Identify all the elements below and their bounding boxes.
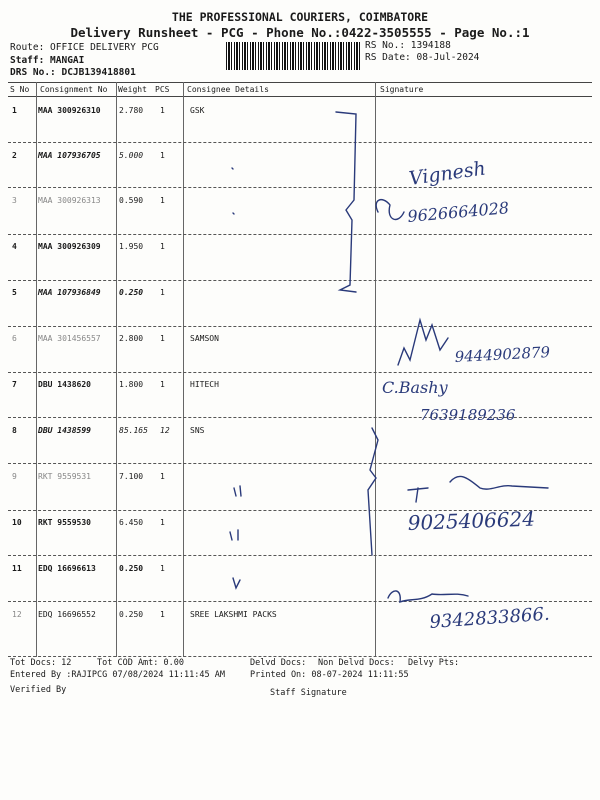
row-consignment: DBU 1438620	[38, 380, 91, 389]
row-divider	[8, 234, 592, 235]
row-consignment: MAA 301456557	[38, 334, 101, 343]
bracket-mark	[336, 112, 356, 292]
row-weight: 1.950	[119, 242, 144, 251]
row-weight: 0.590	[119, 196, 144, 205]
handwritten-phone: 9626664028	[406, 198, 510, 226]
total-cod-amount: Tot COD Amt: 0.00	[97, 658, 184, 668]
printed-on: Printed On: 08-07-2024 11:11:55	[250, 670, 409, 680]
row-consignment: DBU 1438599	[38, 426, 91, 435]
row-weight: 2.800	[119, 334, 144, 343]
column-divider	[116, 82, 117, 657]
drs-number: DRS No.: DCJB139418801	[10, 67, 136, 78]
row-divider	[8, 510, 592, 511]
row-weight: 0.250	[119, 288, 144, 297]
handwritten-phone: 9444902879	[454, 343, 551, 366]
row-sno: 10	[12, 518, 22, 527]
col-header-signature: Signature	[380, 85, 424, 94]
column-divider	[183, 82, 184, 657]
rs-date: RS Date: 08-Jul-2024	[365, 52, 480, 63]
signature-scribble	[376, 200, 404, 220]
delivery-points: Delvy Pts:	[408, 658, 460, 668]
row-consignee: GSK	[190, 106, 205, 115]
col-header-consignment: Consignment No	[40, 85, 108, 94]
row-pcs: 1	[160, 472, 165, 481]
row-sno: 3	[12, 196, 17, 205]
non-delivered-docs: Non Delvd Docs:	[318, 658, 395, 668]
handwritten-phone: 9025406624	[407, 506, 536, 535]
col-header-pcs: PCS	[155, 85, 170, 94]
total-docs: Tot Docs: 12	[10, 658, 72, 668]
entered-by: Entered By :RAJIPCG 07/08/2024 11:11:45 AM	[10, 670, 225, 680]
row-divider	[8, 601, 592, 602]
row-sno: 2	[12, 151, 17, 160]
verified-by: Verified By	[10, 685, 67, 695]
row-sno: 8	[12, 426, 17, 435]
row-divider	[8, 187, 592, 188]
row-sno: 6	[12, 334, 17, 343]
tick-mark	[230, 530, 238, 540]
row-weight: 6.450	[119, 518, 144, 527]
row-sno: 12	[12, 610, 22, 619]
row-consignee: SAMSON	[190, 334, 219, 343]
row-consignment: EDQ 16696552	[38, 610, 96, 619]
table-bottom-border	[8, 656, 592, 657]
dot-mark	[232, 168, 234, 214]
row-consignee: HITECH	[190, 380, 219, 389]
row-sno: 7	[12, 380, 17, 389]
row-consignment: MAA 300926310	[38, 106, 101, 115]
rs-number: RS No.: 1394188	[365, 40, 451, 51]
row-divider	[8, 326, 592, 327]
table-header-border	[8, 96, 592, 97]
row-weight: 2.780	[119, 106, 144, 115]
row-consignment: EDQ 16696613	[38, 564, 96, 573]
row-weight: 0.250	[119, 610, 144, 619]
row-weight: 85.165	[119, 426, 148, 435]
row-sno: 1	[12, 106, 17, 115]
row-pcs: 1	[160, 518, 165, 527]
column-divider	[375, 82, 376, 657]
row-consignee: SREE LAKSHMI PACKS	[190, 610, 277, 619]
row-divider	[8, 417, 592, 418]
handwritten-name: C.Bashy	[382, 378, 448, 397]
row-divider	[8, 142, 592, 143]
row-pcs: 1	[160, 334, 165, 343]
row-pcs: 1	[160, 151, 165, 160]
row-pcs: 1	[160, 564, 165, 573]
runsheet-title: Delivery Runsheet - PCG - Phone No.:0422-3505555 - Page No.:1	[70, 25, 530, 40]
row-consignment: MAA 300926313	[38, 196, 101, 205]
handwritten-phone: 9342833866.	[428, 603, 551, 633]
tick-mark	[234, 486, 241, 496]
row-pcs: 1	[160, 196, 165, 205]
row-consignment: RKT 9559531	[38, 472, 91, 481]
row-divider	[8, 280, 592, 281]
row-pcs: 12	[160, 426, 170, 435]
row-sno: 4	[12, 242, 17, 251]
handwritten-name: Vignesh	[407, 157, 488, 190]
col-header-consignee: Consignee Details	[187, 85, 269, 94]
route-label: Route: OFFICE DELIVERY PCG	[10, 42, 159, 53]
row-consignment: RKT 9559530	[38, 518, 91, 527]
signature-scribble	[450, 476, 548, 489]
table-top-border	[8, 82, 592, 83]
tick-mark	[233, 578, 240, 588]
delivered-docs: Delvd Docs:	[250, 658, 307, 668]
row-divider	[8, 463, 592, 464]
row-consignment: MAA 107936705	[38, 151, 101, 160]
row-weight: 1.800	[119, 380, 144, 389]
col-header-weight: Weight	[118, 85, 147, 94]
row-consignment: MAA 300926309	[38, 242, 101, 251]
bracket-mark	[368, 428, 378, 555]
row-consignee: SNS	[190, 426, 205, 435]
row-pcs: 1	[160, 288, 165, 297]
handwritten-phone: 7639189236	[420, 406, 516, 424]
signature-scribble	[408, 488, 428, 502]
col-header-sno: S No	[10, 85, 30, 94]
row-consignment: MAA 107936849	[38, 288, 101, 297]
staff-label: Staff: MANGAI	[10, 55, 85, 66]
row-sno: 5	[12, 288, 17, 297]
row-weight: 0.250	[119, 564, 144, 573]
row-divider	[8, 372, 592, 373]
row-pcs: 1	[160, 242, 165, 251]
row-divider	[8, 555, 592, 556]
row-sno: 11	[12, 564, 22, 573]
company-title: THE PROFESSIONAL COURIERS, COIMBATORE	[171, 10, 429, 24]
barcode	[226, 42, 360, 70]
row-pcs: 1	[160, 380, 165, 389]
row-sno: 9	[12, 472, 17, 481]
row-weight: 5.000	[119, 151, 144, 160]
row-pcs: 1	[160, 106, 165, 115]
staff-signature: Staff Signature	[270, 688, 347, 698]
row-pcs: 1	[160, 610, 165, 619]
column-divider	[36, 82, 37, 657]
row-weight: 7.100	[119, 472, 144, 481]
